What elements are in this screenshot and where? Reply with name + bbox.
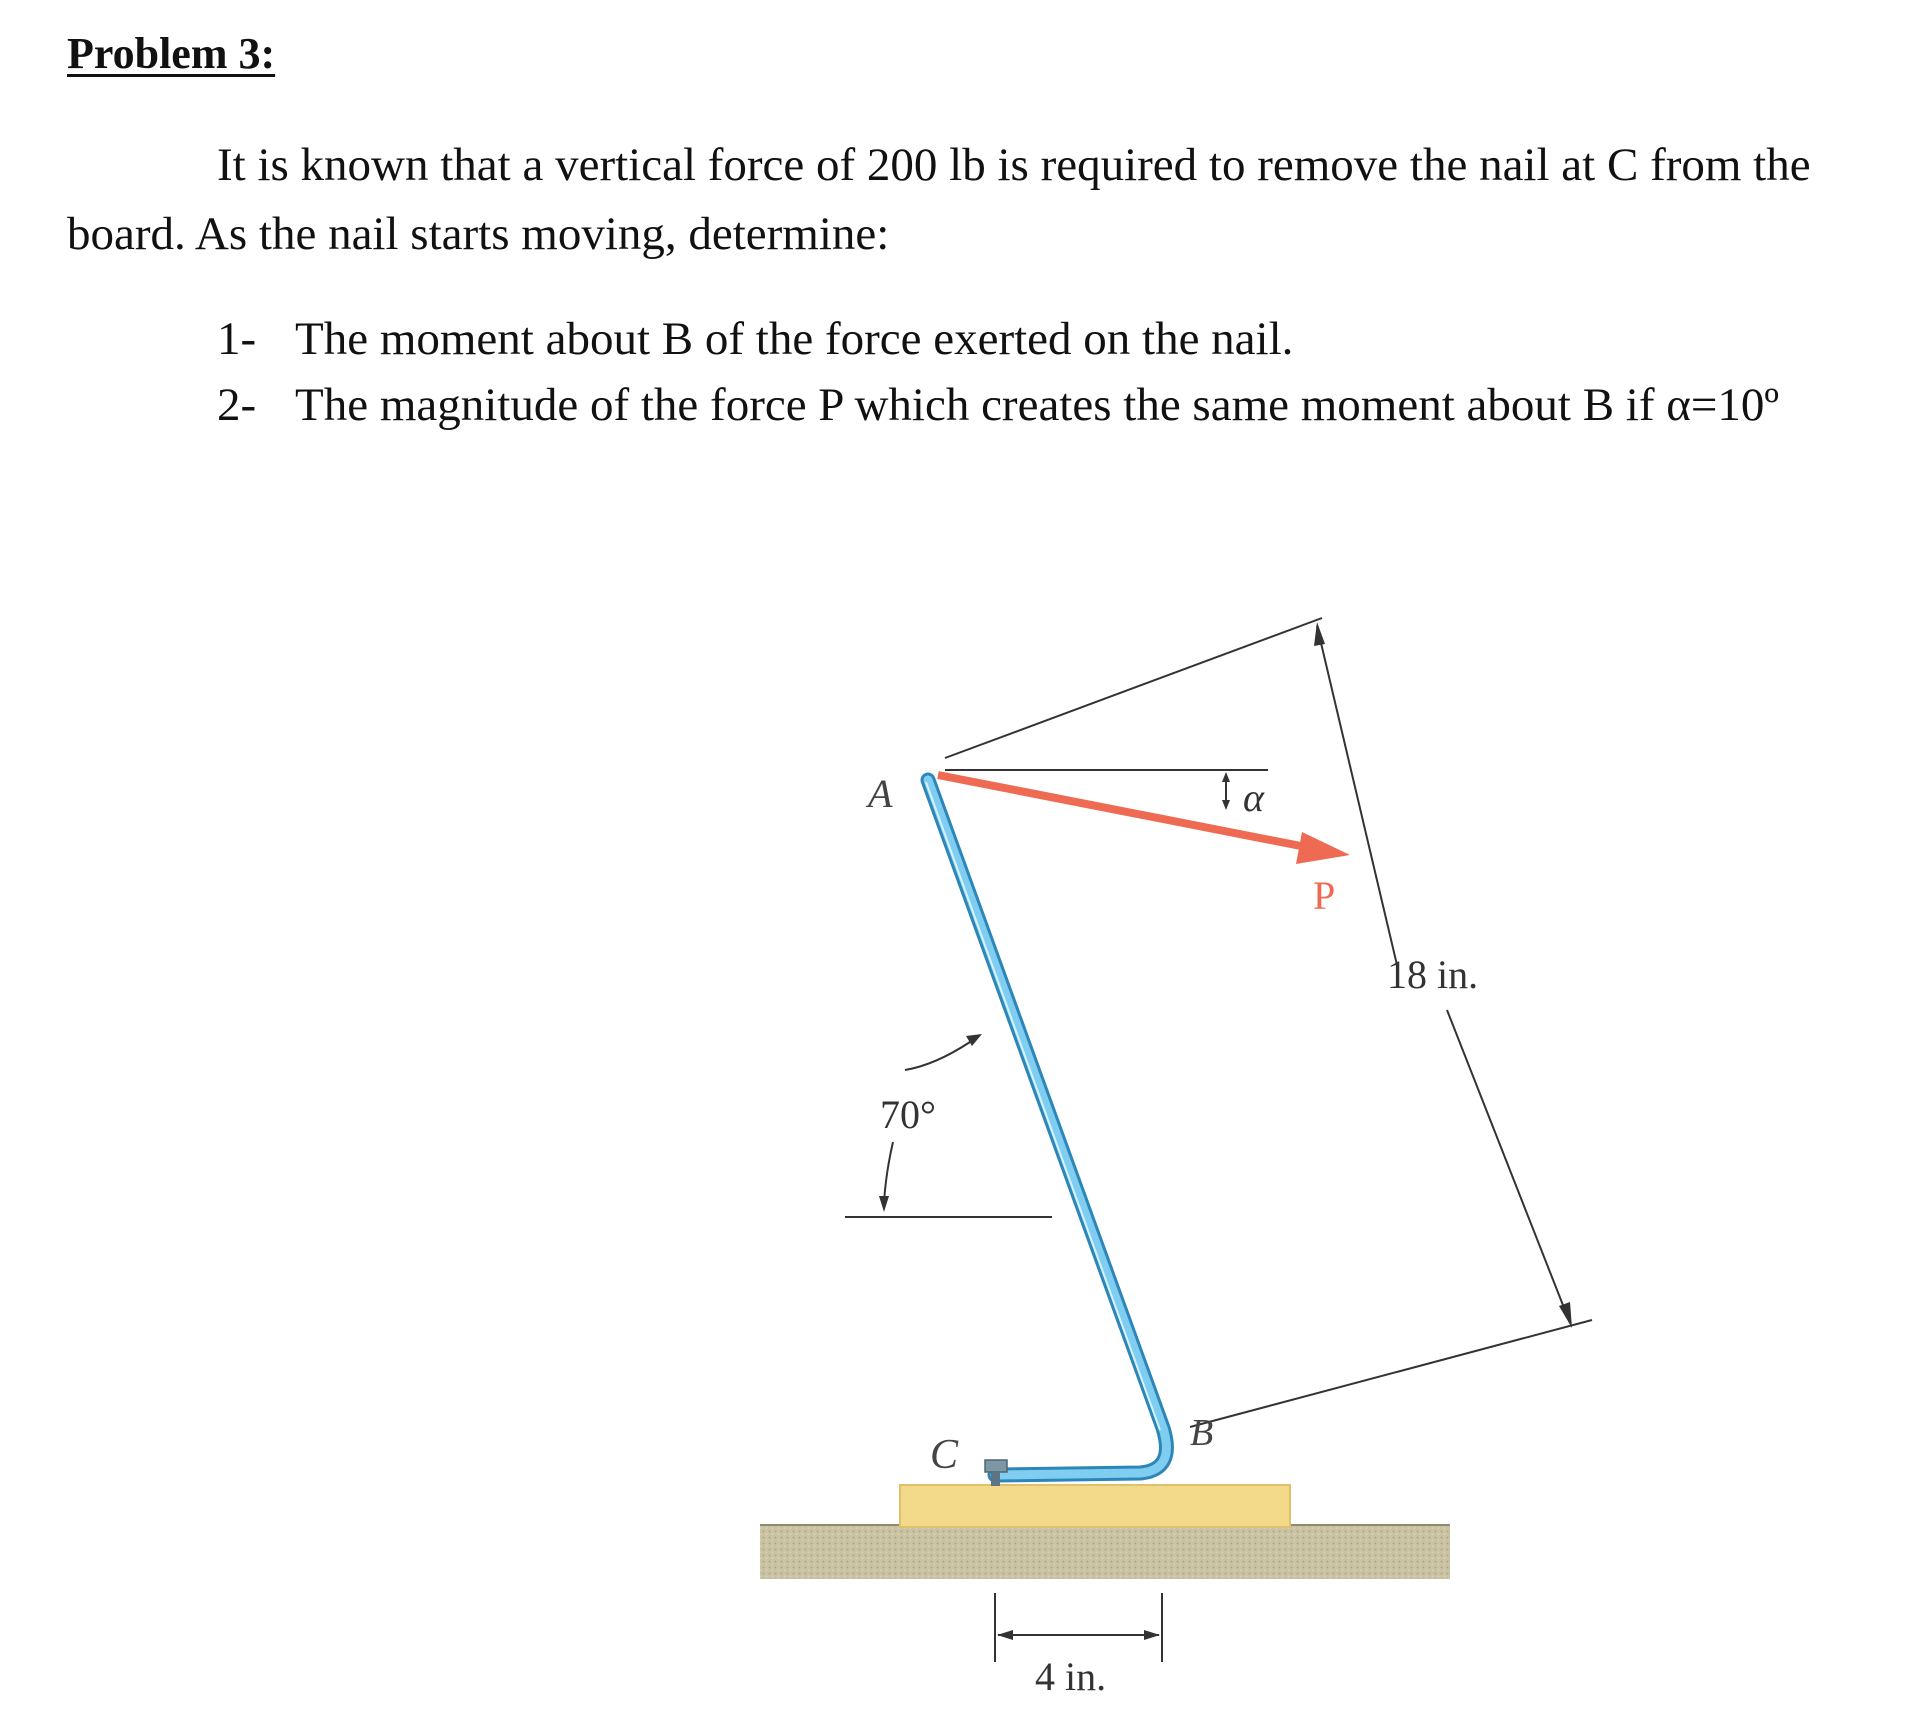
alpha-arrow-up xyxy=(1222,772,1230,782)
angle-arc-arrow-lower xyxy=(879,1196,889,1212)
question-2-text: The magnitude of the force P which creates the same moment about B if α=10º xyxy=(295,379,1779,431)
label-force-p: P xyxy=(1313,873,1336,918)
label-point-a: A xyxy=(868,771,893,816)
label-dimension-4in: 4 in. xyxy=(1035,1654,1107,1699)
angle-arc-upper xyxy=(905,1042,970,1070)
problem-statement-line2: board. As the nail starts moving, determine: xyxy=(67,208,890,260)
nail-shank xyxy=(991,1472,1000,1486)
dimension-4in-arrow-right xyxy=(1144,1630,1160,1640)
question-1-text: The moment about B of the force exerted on the nail. xyxy=(295,313,1294,365)
extension-line-bottom xyxy=(1190,1320,1592,1427)
extension-line-top xyxy=(945,618,1322,758)
problem-heading: Problem 3: xyxy=(67,29,276,78)
crowbar xyxy=(926,780,1166,1475)
question-2-number: 2- xyxy=(217,379,257,431)
label-point-c: C xyxy=(930,1432,959,1478)
label-dimension-18in: 18 in. xyxy=(1387,952,1479,997)
wooden-board xyxy=(900,1485,1290,1527)
ground xyxy=(760,1525,1450,1579)
question-1-number: 1- xyxy=(217,313,257,365)
alpha-arrow-down xyxy=(1222,800,1230,810)
label-point-b: B xyxy=(1190,1412,1214,1454)
label-alpha: α xyxy=(1243,775,1264,820)
dimension-18in-arrow-top xyxy=(1314,622,1325,646)
force-p-arrow xyxy=(938,775,1350,864)
problem-statement-line1: It is known that a vertical force of 200 lb is required to remove the nail at C from the xyxy=(217,139,1811,191)
nail-head xyxy=(985,1460,1007,1472)
dimension-4in-arrow-left xyxy=(997,1630,1013,1640)
label-angle-70: 70° xyxy=(880,1092,936,1137)
angle-arc-lower xyxy=(884,1142,893,1202)
dimension-18in-line-lower xyxy=(1447,1010,1570,1323)
dimension-18in-arrow-bottom xyxy=(1559,1302,1572,1328)
